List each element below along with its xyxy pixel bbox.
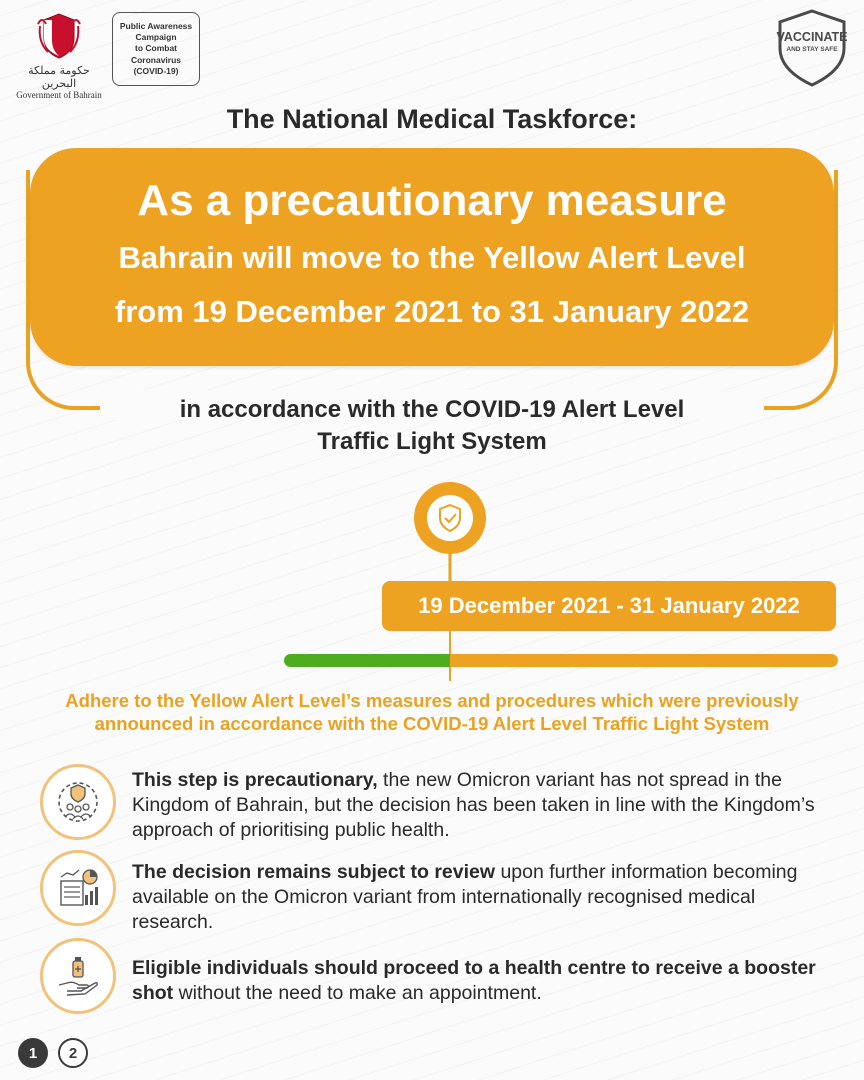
point-body: upon further information becoming available on the Omicron variant from internationally recognised medical research. (132, 861, 798, 933)
point-booster (132, 956, 832, 1006)
timeline-bar-green (284, 654, 452, 667)
point-bold: Eligible individuals should proceed to a health centre to receive a booster shot (132, 957, 816, 1004)
campaign-line: to Combat (134, 43, 178, 54)
point-review (132, 860, 832, 935)
campaign-badge (112, 12, 200, 86)
headline-subtitle: Bahrain will move to the Yellow Alert Level (118, 240, 746, 275)
people-shield-icon (40, 764, 116, 840)
timeline-bar-yellow (450, 654, 838, 667)
date-range-pill (382, 581, 836, 631)
hand-vaccine-icon (40, 938, 116, 1014)
bahrain-emblem-icon (36, 12, 82, 62)
location-pin (410, 480, 490, 590)
adhere-line-1: Adhere to the Yellow Alert Level’s measures and procedures which were previously (65, 690, 799, 711)
campaign-line: Campaign (135, 32, 177, 43)
accordance-line-2: Traffic Light System (317, 428, 547, 455)
government-english-name: Government of Bahrain (16, 90, 102, 100)
vaccinate-badge (770, 8, 854, 88)
taskforce-heading: The National Medical Taskforce: (226, 104, 638, 134)
accordance-line-1: in accordance with the COVID-19 Alert Level (179, 396, 685, 423)
page-indicator-1[interactable]: 1 (18, 1038, 48, 1068)
page-indicator-2[interactable]: 2 (58, 1038, 88, 1068)
campaign-line: Coronavirus (130, 54, 182, 65)
headline-dates: from 19 December 2021 to 31 January 2022 (114, 294, 750, 329)
vaccinate-title: VACCINATE (776, 30, 848, 44)
government-logo (14, 12, 104, 100)
point-bold: This step is precautionary, (132, 769, 378, 791)
point-bold: The decision remains subject to review (132, 861, 496, 883)
point-precautionary (132, 768, 832, 843)
government-arabic-name: حكومة مملكة البحرين (28, 64, 90, 90)
point-body: the new Omicron variant has not spread in the Kingdom of Bahrain, but the decision has been taken in line with the Kingdom’s approach of prioritising public health. (132, 769, 815, 841)
headline-panel (30, 148, 834, 366)
point-body: without the need to make an appointment. (173, 982, 542, 1004)
campaign-line: (COVID-19) (133, 65, 179, 76)
adhere-line-2: announced in accordance with the COVID-19 Alert Level Traffic Light System (94, 713, 770, 734)
report-chart-icon (40, 850, 116, 926)
shield-check-icon (410, 480, 490, 590)
date-range-label: 19 December 2021 - 31 January 2022 (418, 593, 800, 618)
campaign-line: Public Awareness (119, 21, 193, 32)
vaccinate-subtitle: AND STAY SAFE (786, 46, 838, 53)
headline-title: As a precautionary measure (137, 176, 727, 225)
